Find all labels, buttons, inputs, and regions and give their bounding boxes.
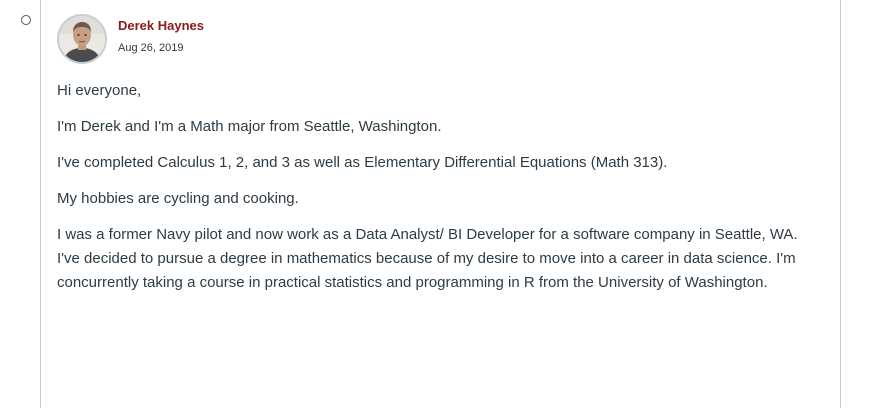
- message-paragraph: Hi everyone,: [57, 82, 142, 99]
- post-date: Aug 26, 2019: [118, 41, 184, 54]
- author-name-link[interactable]: Derek Haynes: [118, 17, 204, 33]
- message-body: [57, 79, 817, 295]
- author-info: [118, 17, 204, 56]
- message-paragraph: My hobbies are cycling and cooking.: [57, 190, 299, 207]
- message-paragraph: I've completed Calculus 1, 2, and 3 as well as Elementary Differential Equations (Math 313).: [57, 154, 668, 171]
- avatar[interactable]: [57, 14, 107, 64]
- discussion-entry: [57, 12, 817, 307]
- unread-circle-icon[interactable]: [21, 15, 31, 25]
- avatar-photo: [59, 16, 105, 62]
- entry-header: [57, 12, 817, 66]
- message-paragraph: I'm Derek and I'm a Math major from Seattle, Washington.: [57, 118, 442, 135]
- message-paragraph: I was a former Navy pilot and now work as a Data Analyst/ BI Developer for a software company in Seattle, WA. I've decided to pursue a degree in mathematics because of my desire to move into a career in data science. I'm concurrently taking a course in practical statistics and programming in R from the University of Washington.: [57, 226, 798, 291]
